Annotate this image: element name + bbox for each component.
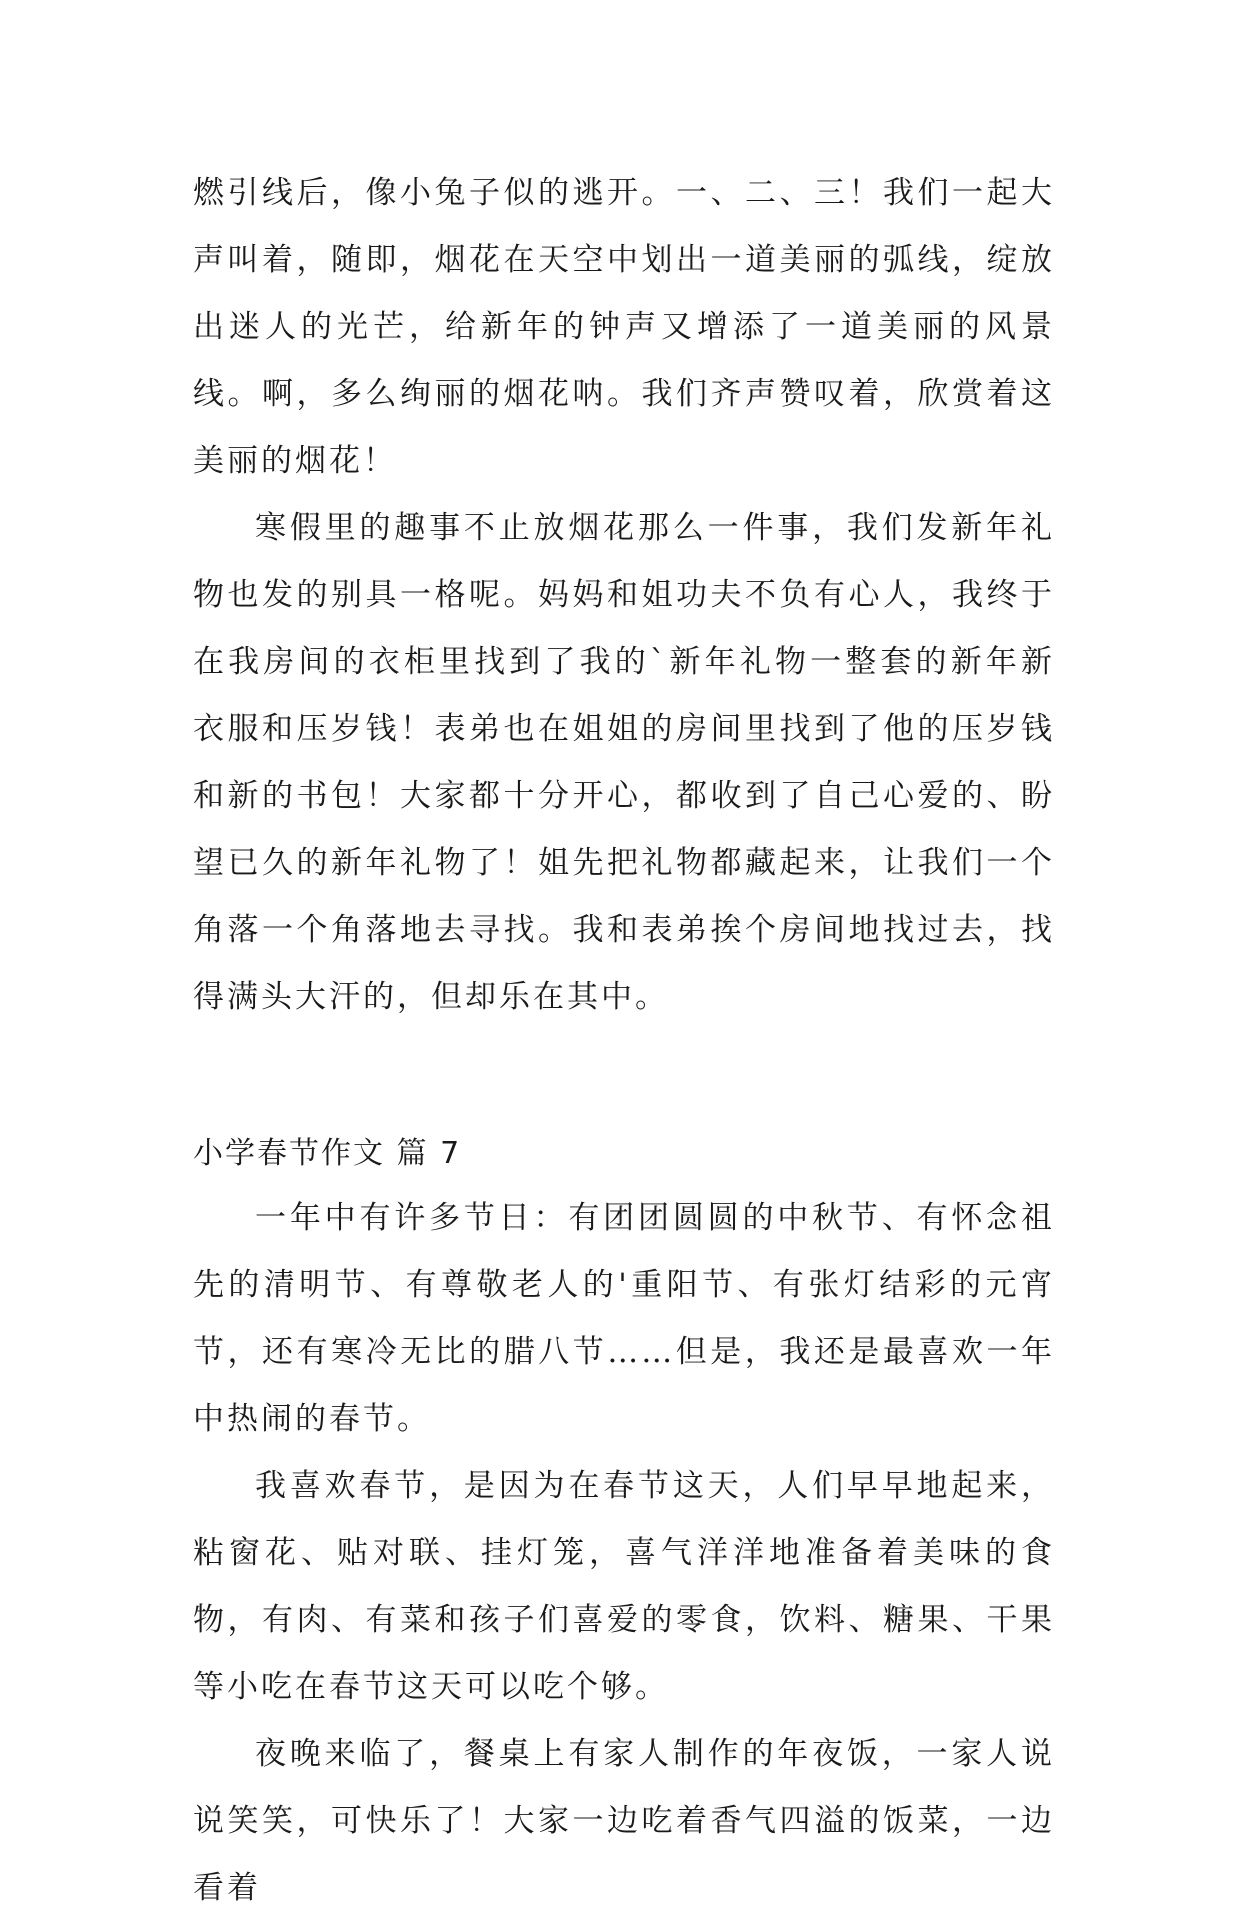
continuation-paragraph: 燃引线后，像小兔子似的逃开。一、二、三！我们一起大声叫着，随即，烟花在天空中划出一道美丽的弧线，绽放出迷人的光芒，给新年的钟声又增添了一道美丽的风景线。啊，多么绚丽的烟花呐。我们齐声赞叹着，欣赏着这美丽的烟花！ bbox=[193, 175, 1055, 479]
paragraph-spring-festival: 我喜欢春节，是因为在春节这天，人们早早地起来，粘窗花、贴对联、挂灯笼，喜气洋洋地准备着美味的食物，有肉、有菜和孩子们喜爱的零食，饮料、糖果、干果等小吃在春节这天可以吃个够。 bbox=[193, 1468, 1055, 1705]
paragraph-gifts: 寒假里的趣事不止放烟花那么一件事，我们发新年礼物也发的别具一格呢。妈妈和姐功夫不负有心人，我终于在我房间的衣柜里找到了我的`新年礼物一整套的新年新衣服和压岁钱！表弟也在姐姐的房间里找到了他的压岁钱和新的书包！大家都十分开心，都收到了自己心爱的、盼望已久的新年礼物了！姐先把礼物都藏起来，让我们一个角落一个角落地去寻找。我和表弟挨个房间地找过去，找得满头大汗的，但却乐在其中。 bbox=[193, 510, 1055, 1015]
section-title: 小学春节作文 篇 7 bbox=[193, 1136, 462, 1171]
document-body bbox=[193, 160, 1055, 1922]
paragraph-new-year-eve: 夜晚来临了，餐桌上有家人制作的年夜饭，一家人说说笑笑，可快乐了！大家一边吃着香气四溢的饭菜，一边看着 bbox=[193, 1736, 1055, 1906]
paragraph-festivals: 一年中有许多节日：有团团圆圆的中秋节、有怀念祖先的清明节、有尊敬老人的'重阳节、有张灯结彩的元宵节，还有寒冷无比的腊八节……但是，我还是最喜欢一年中热闹的春节。 bbox=[193, 1200, 1055, 1437]
